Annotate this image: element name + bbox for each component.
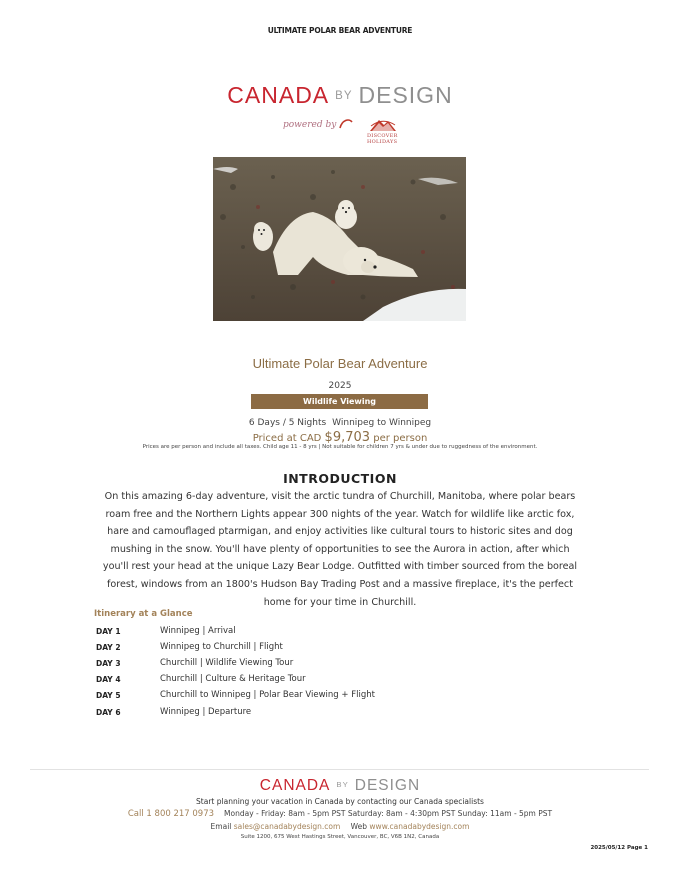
discover-holidays-text: DISCOVER HOLIDAYS xyxy=(367,133,398,145)
itinerary-row xyxy=(96,626,496,640)
trip-title: Ultimate Polar Bear Adventure xyxy=(252,356,428,371)
itinerary-row xyxy=(96,707,496,721)
itinerary-day-label: DAY 4 xyxy=(96,675,121,684)
footer-address: Suite 1200, 675 West Hastings Street, Vancouver, BC, V6B 1N2, Canada xyxy=(240,834,440,840)
trip-year: 2025 xyxy=(328,381,352,391)
itinerary-day-title: Winnipeg | Departure xyxy=(160,707,252,717)
footer-logo-canada-text: CANADA xyxy=(259,777,331,794)
itinerary-day-label: DAY 3 xyxy=(96,659,121,668)
trip-duration: 6 Days / 5 Nights xyxy=(248,418,327,428)
category-badge: Wildlife Viewing xyxy=(251,394,428,409)
logo-design-text: DESIGN xyxy=(358,82,453,108)
itinerary-day-label: DAY 5 xyxy=(96,691,121,700)
price-prefix: Priced at CAD xyxy=(252,433,322,444)
trip-price xyxy=(0,430,680,445)
introduction-text: On this amazing 6-day adventure, visit the arctic tundra of Churchill, Manitoba, where polar bears roam free and the Northern Lights appear 300 nights of the year. Watch for wildlife like arctic fox, hare and camouflaged ptarmigan, and enjoy activities like cultural tours to historic sites and dog mushing in the snow. You'll have plenty of opportunities to see the Aurora in action, after which you'll rest your head at the unique Lazy Bear Lodge. Outfitted with timber sourced from the boreal forest, windows from an 1800's Hudson Bay Trading Post and a massive fireplace, it's the perfect home for your time in Churchill. xyxy=(102,491,578,608)
footer-logo-design-text: DESIGN xyxy=(354,777,421,794)
itinerary-day-label: DAY 2 xyxy=(96,643,121,652)
footer-phone-link[interactable]: Call 1 800 217 0973 xyxy=(127,809,215,819)
footer-hours: Monday - Friday: 8am - 5pm PST Saturday: 8am - 4:30pm PST Sunday: 11am - 5pm PST xyxy=(224,809,553,818)
price-amount: $9,703 xyxy=(324,430,371,445)
itinerary-row xyxy=(96,690,496,704)
itinerary-day-title: Winnipeg to Churchill | Flight xyxy=(160,642,283,652)
itinerary-row xyxy=(96,674,496,688)
price-disclaimer: Prices are per person and include all taxes. Child age 11 - 8 yrs | Not suitable for children 7 yrs & under due to ruggedness of the environment. xyxy=(142,444,538,450)
website-link[interactable]: www.canadabydesign.com xyxy=(369,822,470,831)
itinerary-row xyxy=(96,658,496,672)
email-label: Email xyxy=(210,822,232,831)
powered-by-text: powered by xyxy=(283,120,337,130)
page-date-number: 2025/05/12 Page 1 xyxy=(590,845,648,851)
email-link[interactable]: sales@canadabydesign.com xyxy=(233,822,341,831)
trip-route: Winnipeg to Winnipeg xyxy=(332,418,432,428)
itinerary-day-label: DAY 1 xyxy=(96,627,121,636)
itinerary-day-title: Churchill | Wildlife Viewing Tour xyxy=(160,658,294,668)
footer-divider xyxy=(30,769,649,770)
footer-tagline: Start planning your vacation in Canada by contacting our Canada specialists xyxy=(196,797,484,806)
itinerary-day-title: Churchill | Culture & Heritage Tour xyxy=(160,674,306,684)
footer-canada-by-design-logo xyxy=(0,777,680,795)
mountain-logo-icon xyxy=(369,116,397,132)
itinerary-day-label: DAY 6 xyxy=(96,708,121,717)
polar-bear-photo xyxy=(213,157,466,321)
itinerary-heading: Itinerary at a Glance xyxy=(94,609,193,619)
web-label: Web xyxy=(350,822,368,831)
document-header-title: ULTIMATE POLAR BEAR ADVENTURE xyxy=(267,26,413,35)
price-suffix: per person xyxy=(373,433,428,444)
itinerary-day-title: Churchill to Winnipeg | Polar Bear Viewing + Flight xyxy=(160,690,375,700)
arc-mark-icon xyxy=(339,116,353,130)
powered-by-discover-holidays-logo xyxy=(283,112,423,148)
trip-duration-route xyxy=(0,418,680,428)
itinerary-day-title: Winnipeg | Arrival xyxy=(160,626,236,636)
logo-by-text: BY xyxy=(335,89,353,102)
footer-logo-by-text: BY xyxy=(336,780,349,790)
logo-canada-text: CANADA xyxy=(227,82,330,108)
footer-email-web-line xyxy=(0,822,680,831)
canada-by-design-logo xyxy=(0,82,680,109)
footer-contact-line xyxy=(0,809,680,819)
itinerary-row xyxy=(96,642,496,656)
introduction-heading: INTRODUCTION xyxy=(283,471,397,486)
